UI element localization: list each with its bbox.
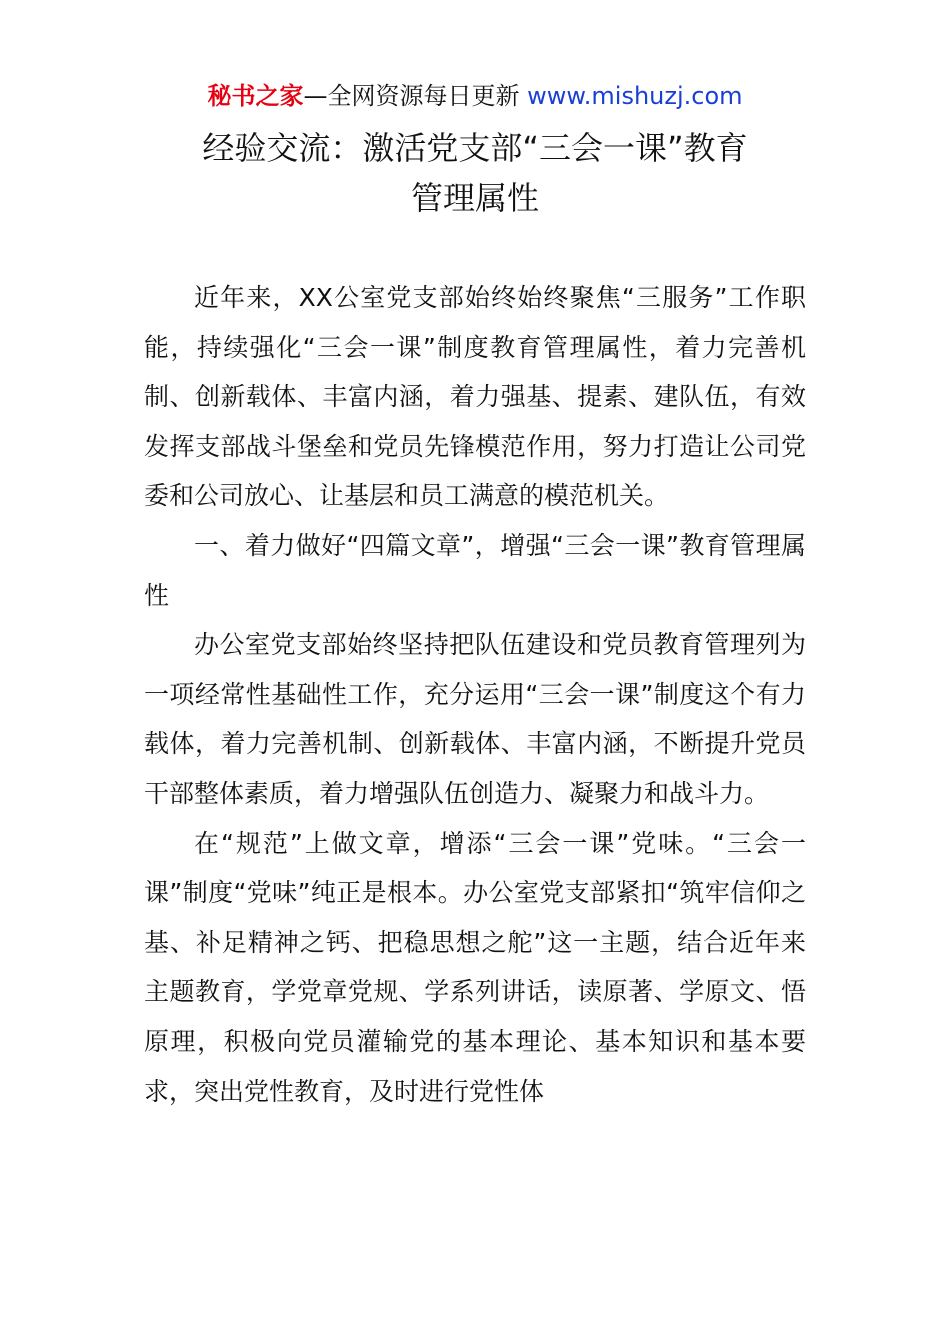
body-paragraph: 在“规范”上做文章，增添“三会一课”党味。“三会一课”制度“党味”纯正是根本。办公室党支部紧扣“筑牢信仰之基、补足精神之钙、把稳思想之舵”这一主题，结合近年来主题教育，学党章党规、学系列讲话，读原著、学原文、悟原理，积极向党员灌输党的基本理论、基本知识和基本要求，突出党性教育，及时进行党性体 bbox=[144, 828, 806, 1106]
body-paragraph: 近年来，XX公室党支部始终始终聚焦“三服务”工作职能，持续强化“三会一课”制度教育管理属性，着力完善机制、创新载体、丰富内涵，着力强基、提素、建队伍，有效发挥支部战斗堡垒和党员先锋模范作用，努力打造让公司党委和公司放心、让基层和员工满意的模范机关。 bbox=[144, 283, 806, 511]
document-title-line-1: 经验交流：激活党支部“三会一课”教育 bbox=[202, 129, 748, 167]
site-url-link[interactable]: www.mishuzj.com bbox=[527, 82, 743, 110]
body-paragraph: 办公室党支部始终坚持把队伍建设和党员教育管理列为一项经常性基础性工作，充分运用“三会一课”制度这个有力载体，着力完善机制、创新载体、丰富内涵，不断提升党员干部整体素质，着力增强队伍创造力、凝聚力和战斗力。 bbox=[144, 630, 806, 808]
section-heading: 一、着力做好“四篇文章”，增强“三会一课”教育管理属性 bbox=[144, 530, 806, 610]
site-header bbox=[0, 80, 950, 112]
brand-name: 秘书之家 bbox=[207, 82, 304, 110]
document-body bbox=[144, 273, 806, 1116]
header-tagline: —全网资源每日更新 bbox=[303, 82, 528, 110]
document-title-line-2: 管理属性 bbox=[410, 179, 539, 217]
